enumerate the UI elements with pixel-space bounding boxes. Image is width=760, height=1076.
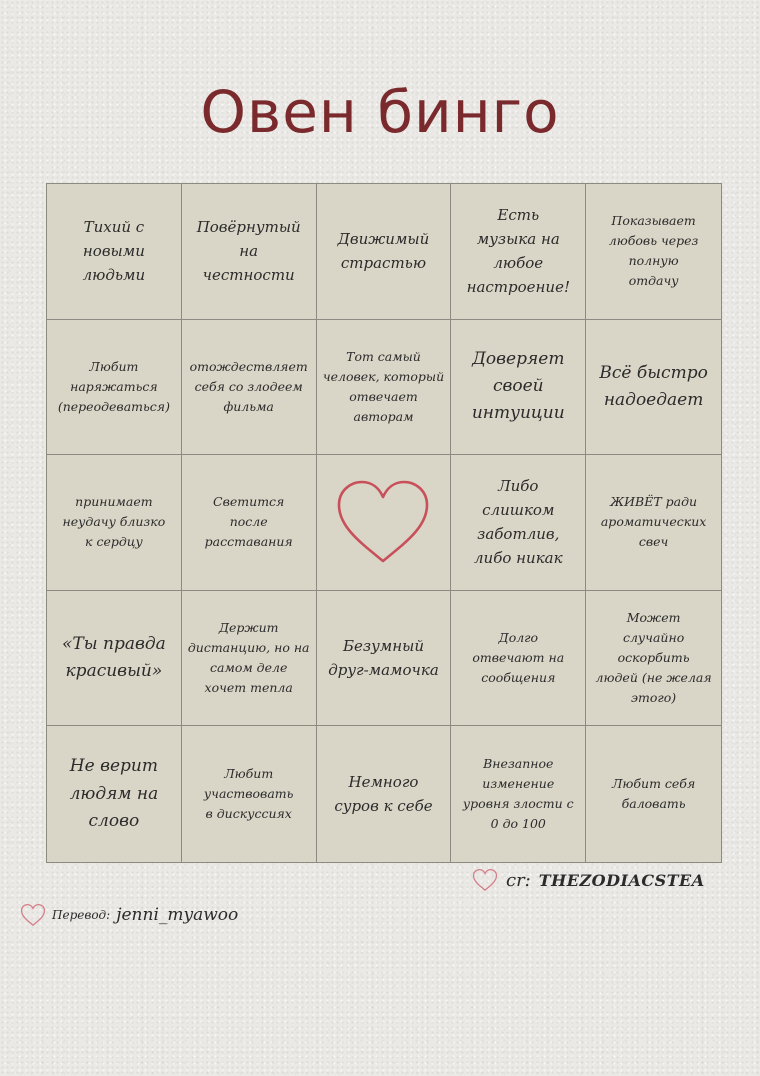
bingo-cell <box>47 591 182 727</box>
bingo-cell <box>586 591 721 727</box>
cell-text: Тихий с новыми людьми <box>82 218 146 285</box>
cell-text: Тот самый человек, который отвечает авторам <box>322 348 445 424</box>
bingo-cell <box>317 184 452 320</box>
cell-text: Любит себя баловать <box>611 776 696 812</box>
cell-text: ЖИВЁТ ради ароматических свеч <box>600 494 707 550</box>
bingo-cell <box>451 726 586 862</box>
bingo-cell <box>586 320 721 456</box>
bingo-cell <box>586 455 721 591</box>
cell-text: Светится после расставания <box>204 494 293 550</box>
bingo-cell <box>182 591 317 727</box>
bingo-cell <box>586 726 721 862</box>
cell-text: Любит наряжаться (переодеваться) <box>57 358 170 414</box>
cell-text: Держит дистанцию, но на самом деле хочет тепла <box>187 620 310 696</box>
cell-text: Показывает любовь через полную отдачу <box>608 213 699 289</box>
bingo-cell <box>182 184 317 320</box>
cell-text: отождествляет себя со злодеем фильма <box>189 358 308 414</box>
translation-handle: jenni_myawoo <box>116 905 239 925</box>
cell-text: принимает неудачу близко к сердцу <box>62 494 166 550</box>
cell-text: Внезапное изменение уровня злости с 0 до 100 <box>462 756 574 832</box>
bingo-cell <box>317 320 452 456</box>
heart-icon <box>333 477 433 567</box>
page-title: Овен бинго <box>200 78 560 146</box>
bingo-cell <box>451 455 586 591</box>
bingo-cell <box>47 320 182 456</box>
bingo-cell <box>451 591 586 727</box>
cell-text: Движимый страстью <box>337 230 430 273</box>
cell-text: Всё быстро надоедает <box>599 362 708 410</box>
bingo-cell <box>182 320 317 456</box>
translation-label: Перевод: <box>52 908 111 922</box>
heart-outline-icon <box>20 903 46 927</box>
translation-credit <box>20 902 238 928</box>
cell-text: Любит участвовать в дискуссиях <box>203 766 294 822</box>
bingo-cell <box>317 591 452 727</box>
cell-text: Немного суров к себе <box>334 773 433 816</box>
cell-text: Повёрнутый на честности <box>196 218 301 285</box>
cell-text: Может случайно оскорбить людей (не желая этого) <box>595 610 712 706</box>
bingo-cell <box>451 184 586 320</box>
bingo-cell <box>47 455 182 591</box>
bingo-cell <box>47 184 182 320</box>
bingo-cell <box>451 320 586 456</box>
cell-text: «Ты правда красивый» <box>62 633 166 682</box>
credit-label: cr: <box>506 869 531 891</box>
cell-text: Доверяет своей интуиции <box>471 349 565 424</box>
bingo-cell <box>182 726 317 862</box>
cell-text: Не верит людям на слово <box>69 756 159 831</box>
cell-text: Либо слишком заботлив, либо никак <box>474 477 563 568</box>
cell-text: Долго отвечают на сообщения <box>472 630 565 686</box>
heart-outline-icon <box>472 868 498 892</box>
cell-text: Безумный друг-мамочка <box>328 637 439 680</box>
cell-text: Есть музыка на любое настроение! <box>466 206 570 297</box>
bingo-cell <box>47 726 182 862</box>
bingo-cell-center <box>317 455 452 591</box>
bingo-cell <box>586 184 721 320</box>
bingo-cell <box>317 726 452 862</box>
credit-line <box>472 866 705 894</box>
bingo-board <box>46 183 722 863</box>
credit-handle: THEZODIACSTEA <box>538 870 705 890</box>
bingo-cell <box>182 455 317 591</box>
